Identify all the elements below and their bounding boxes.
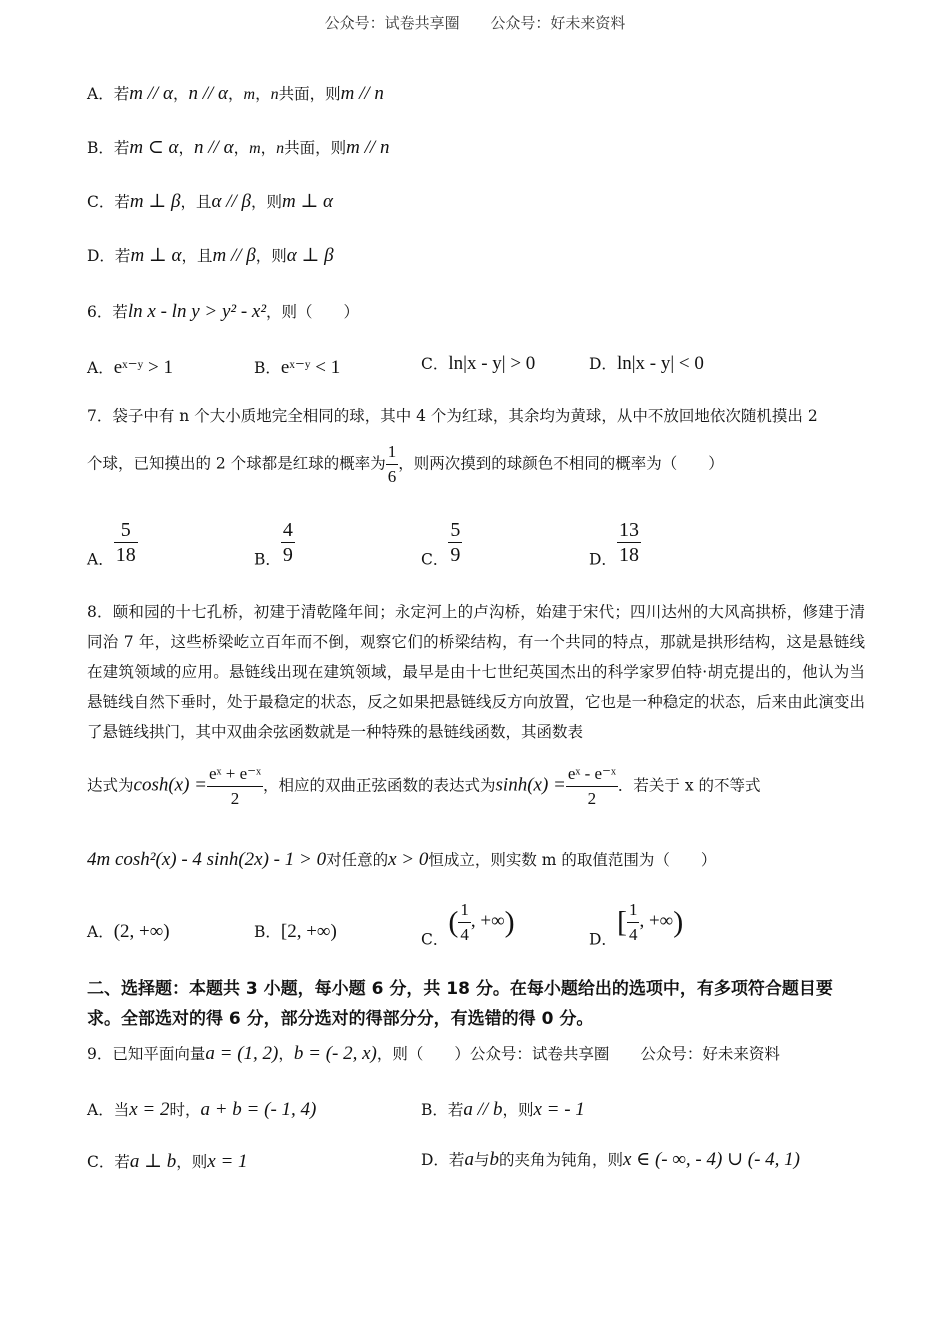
header-left: 公众号：试卷共享圈	[324, 14, 460, 32]
q9-option-d: D．若a与b的夹角为钝角，则x ∈ (- ∞, - 4) ∪ (- 4, 1)	[421, 1149, 800, 1170]
q9-option-c: C．若a ⊥ b，则x = 1	[87, 1151, 248, 1172]
q5-option-a: A．若m // α，n // α，m，n共面，则m // n	[87, 83, 384, 104]
q6-option-a: A．eˣ⁻ʸ > 1	[87, 357, 174, 378]
q8-option-c: C．( $\frac{1}{4}$ , +∞)	[421, 900, 515, 949]
q9-stem: 9．已知平面向量a = (1, 2)，b = (- 2, x)，则（ ）公众号：试卷共享圈 公众号：好未来资料	[87, 1043, 780, 1064]
q7-fraction: $\frac{1}{6}$	[387, 442, 397, 486]
page-header	[0, 12, 950, 33]
header-right: 公众号：好未来资料	[490, 14, 626, 32]
q7-stem-line2: 个球，已知摸出的 2 个球都是红球的概率为 $\frac{1}{6}$ ，则两次摸到的球颜色不相同的概率为（ ）	[87, 440, 724, 489]
section-2-heading: 二、选择题：本题共 3 小题，每小题 6 分，共 18 分。在每小题给出的选项中，有多项符合题目要求。全部选对的得 6 分，部分选对的得部分分，有选错的得 0 分。	[87, 979, 833, 1029]
q8-inequality: 4m cosh²(x) - 4 sinh(2x) - 1 > 0对任意的x > 0恒成立，则实数 m 的取值范围为（ ）	[87, 849, 717, 870]
q8-option-b: B．[2, +∞)	[254, 921, 337, 942]
q7-option-a: A． $\frac{5}{18}$	[87, 519, 136, 569]
q8-option-d: D．[ $\frac{1}{4}$ , +∞)	[589, 900, 684, 949]
q6-option-c: C．ln|x - y| > 0	[421, 353, 536, 374]
q5-option-b: B．若m ⊂ α，n // α，m，n共面，则m // n	[87, 137, 390, 158]
q6-option-b: B．eˣ⁻ʸ < 1	[254, 357, 341, 378]
q7-option-b: B． $\frac{4}{9}$	[254, 519, 293, 569]
q8-paragraph: 8．颐和园的十七孔桥，初建于清乾隆年间；永定河上的卢沟桥，始建于宋代；四川达州的大风高拱桥，修建于清同治 7 年，这些桥梁屹立百年而不倒，观察它们的桥梁结构，有一个共同的特点，那就是拱形结构，这是悬链线在建筑领域的应用。悬链线出现在建筑领域，最早是由十七世纪英国杰出的科学家罗伯特·胡克提出的，他认为当悬链线自然下垂时，处于最稳定的状态，反之如果把悬链线反方向放置，它也是一种稳定的状态，后来由此演变出了悬链线拱门，其中双曲余弦函数就是一种特殊的悬链线函数，其函数表	[87, 603, 865, 741]
q6-stem: 6．若ln x - ln y > y² - x²，则（ ）	[87, 301, 360, 322]
q7-option-c: C． $\frac{5}{9}$	[421, 519, 461, 569]
q5-option-c: C．若m ⊥ β，且α // β，则m ⊥ α	[87, 191, 334, 212]
q8-expressions: 达式为cosh(x) = $\frac{\text{eˣ + e⁻ˣ}}{2}$ ，相应的双曲正弦函数的表达式为sinh(x) = $\frac{\text{eˣ - e⁻ˣ}}{2}$ ．若关于 x 的不等式	[87, 764, 761, 808]
q5-option-d: D．若m ⊥ α，且m // β，则α ⊥ β	[87, 245, 334, 266]
q7-option-d: D． $\frac{13}{18}$	[589, 519, 639, 569]
q8-option-a: A．(2, +∞)	[87, 921, 170, 942]
q7-stem-line1: 7．袋子中有 n 个大小质地完全相同的球，其中 4 个为红球，其余均为黄球，从中不放回地依次随机摸出 2	[87, 407, 818, 425]
q6-option-d: D．ln|x - y| < 0	[589, 353, 704, 374]
q9-option-b: B．若a // b，则x = - 1	[421, 1099, 585, 1120]
q9-option-a: A．当x = 2时，a + b = (- 1, 4)	[87, 1099, 317, 1120]
